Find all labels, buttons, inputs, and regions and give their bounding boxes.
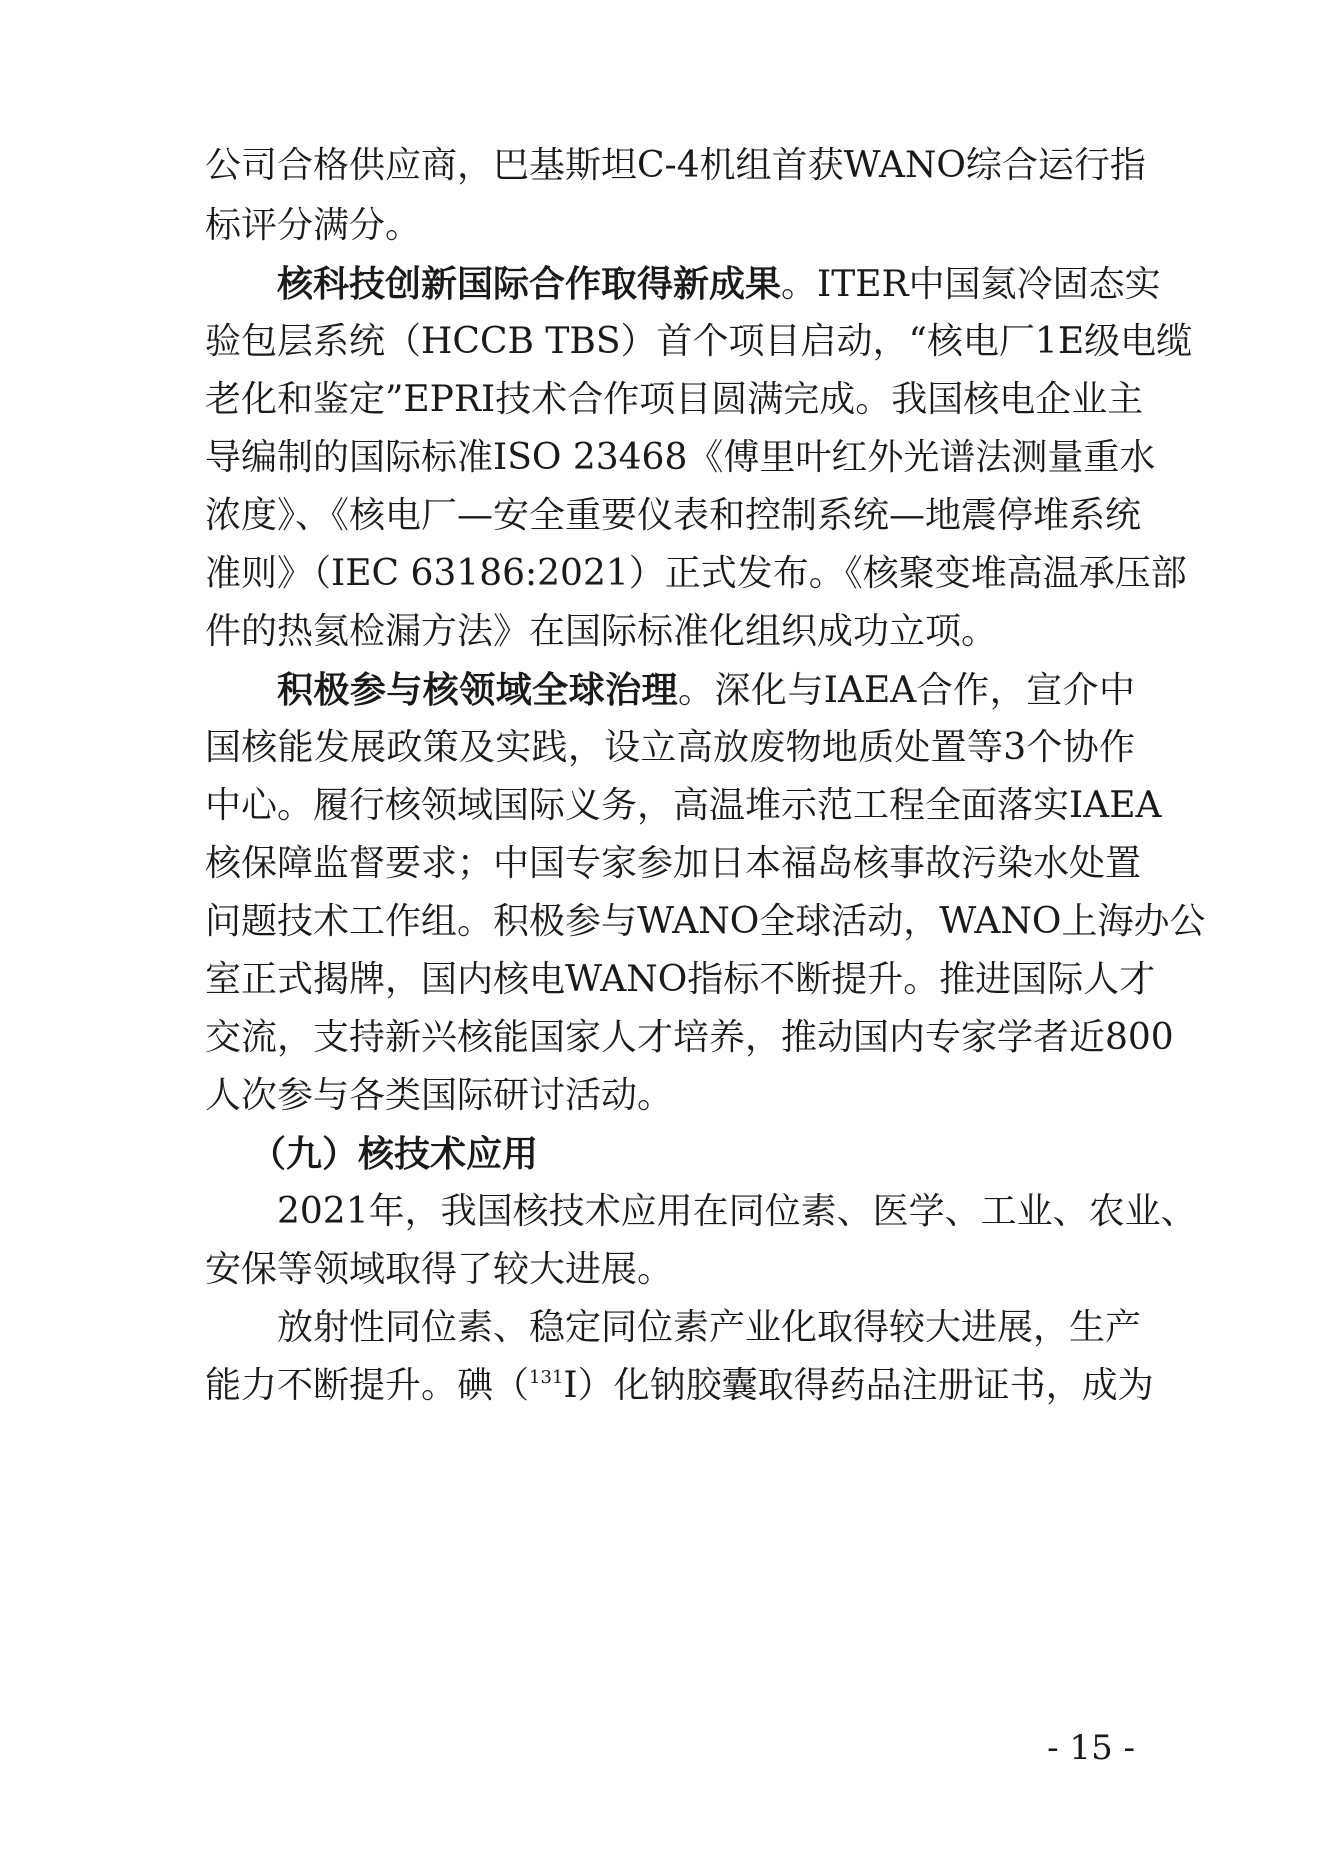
paragraph-line: 公司合格供应商，巴基斯坦C-4机组首获WANO综合运行指	[205, 145, 1146, 186]
paragraph-line: 国核能发展政策及实践，设立高放废物地质处置等3个协作	[205, 727, 1135, 768]
paragraph-line: 人次参与各类国际研讨活动。	[205, 1075, 674, 1116]
paragraph-line: 交流，支持新兴核能国家人才培养，推动国内专家学者近800	[205, 1017, 1174, 1058]
paragraph-line: 问题技术工作组。积极参与WANO全球活动，WANO上海办公	[205, 901, 1206, 942]
paragraph-line: 核保障监督要求；中国专家参加日本福岛核事故污染水处置	[205, 843, 1142, 884]
page-number: - 15 -	[1047, 1728, 1135, 1768]
paragraph-heading: 核科技创新国际合作取得新成果	[277, 263, 782, 305]
section-heading: （九）核技术应用	[250, 1133, 539, 1175]
paragraph-line: 验包层系统（HCCB TBS）首个项目启动，“核电厂1E级电缆	[205, 321, 1193, 362]
paragraph-first-line: 2021年，我国核技术应用在同位素、医学、工业、农业、	[277, 1191, 1197, 1232]
paragraph-line: 导编制的国际标准ISO 23468《傅里叶红外光谱法测量重水	[205, 437, 1156, 478]
paragraph-line: 件的热氦检漏方法》在国际标准化组织成功立项。	[205, 611, 998, 652]
isotope-superscript: 131	[529, 1367, 564, 1388]
paragraph-line: 安保等领域取得了较大进展。	[205, 1249, 674, 1290]
paragraph-line	[205, 1350, 1154, 1422]
paragraph-text: 。深化与IAEA合作，宣介中	[677, 670, 1135, 711]
paragraph-text: 能力不断提升。碘（	[205, 1365, 530, 1406]
paragraph-text: I）化钠胶囊取得药品注册证书，成为	[563, 1365, 1154, 1406]
paragraph-text: 。ITER中国氦冷固态实	[781, 264, 1161, 305]
paragraph-line: 老化和鉴定”EPRI技术合作项目圆满完成。我国核电企业主	[205, 379, 1144, 420]
paragraph-line: 浓度》、《核电厂—安全重要仪表和控制系统—地震停堆系统	[205, 495, 1142, 536]
paragraph-heading: 积极参与核领域全球治理	[277, 669, 678, 711]
paragraph-line: 室正式揭牌，国内核电WANO指标不断提升。推进国际人才	[205, 959, 1156, 1000]
paragraph-first-line: 放射性同位素、稳定同位素产业化取得较大进展，生产	[277, 1307, 1142, 1348]
paragraph-line: 准则》（IEC 63186:2021）正式发布。《核聚变堆高温承压部	[205, 553, 1187, 594]
paragraph-line: 标评分满分。	[205, 205, 422, 246]
paragraph-line: 中心。履行核领域国际义务，高温堆示范工程全面落实IAEA	[205, 785, 1162, 826]
